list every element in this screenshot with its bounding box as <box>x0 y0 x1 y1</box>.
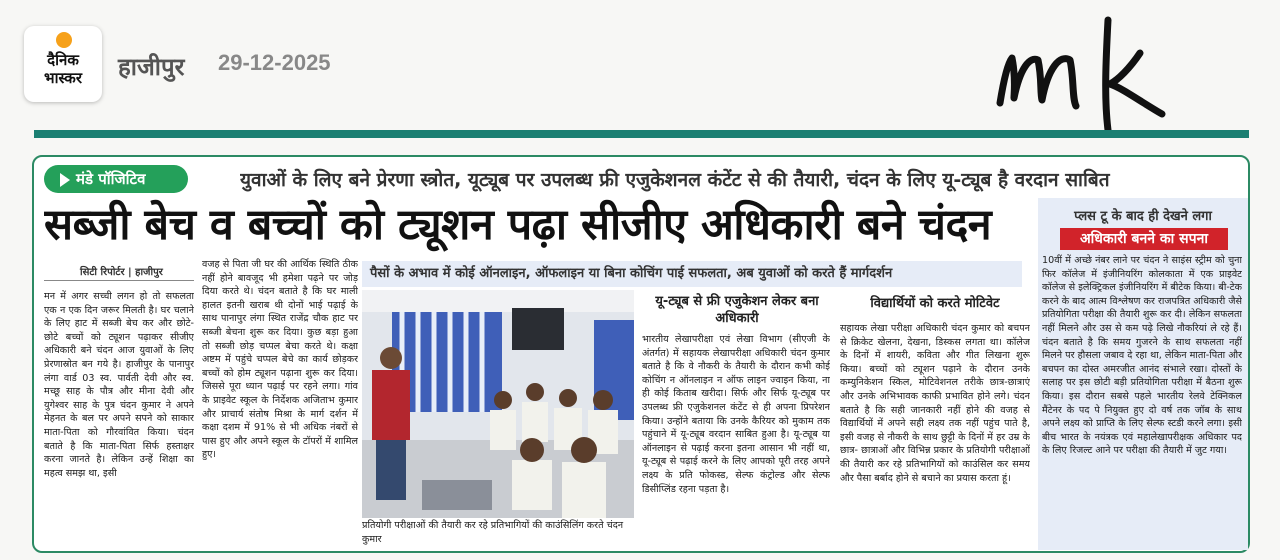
dainik-bhaskar-logo <box>24 26 102 102</box>
sidebar-title: अधिकारी बनने का सपना <box>1060 228 1228 250</box>
sun-icon <box>56 32 72 48</box>
play-triangle-icon <box>60 173 70 187</box>
monday-positive-badge <box>44 165 188 193</box>
article-kicker: युवाओं के लिए बने प्रेरणा स्त्रोत, यूट्यूब पर उपलब्ध फ्री एजुकेशनल कंटेंट से की तैयारी, चंदन के लिए यू-ट्यूब है वरदान साबित <box>240 169 1110 191</box>
top-divider-bar <box>34 130 1249 138</box>
sidebar-kicker: प्लस टू के बाद ही देखने लगा <box>1074 209 1212 224</box>
article-subheadline: पैसों के अभाव में कोई ऑनलाइन, ऑफलाइन या बिना कोचिंग पाई सफलता, अब युवाओं को करते हैं मार्गदर्शन <box>362 261 1022 287</box>
article-column-4: सहायक लेखा परीक्षा अधिकारी चंदन कुमार को बचपन से क्रिकेट खेलना, देखना, डिस्कस लगता था। कॉलेज के दिनों में शायरी, कविता और गीत लिखना शुरू किया। बच्चों को ट्यूशन पढ़ाने के दौरान उनके कम्युनिकेशन स्किल, मोटिवेशनल तरीके छात्र-छात्राएं और उनके अभिभावक काफी प्रभावित होने लगे। चंदन बताते है कि सही जानकारी नहीं होने की वजह से विद्यार्थियों में अपने सही लक्ष्य तक नहीं पहुंच पाते है, इसी वजह से नौकरी के साथ छुट्टी के दिनों में हर उम्र के छात्र- छात्राओं और विभिन्न प्रकार के प्रतियोगी परीक्षाओं की तैयारी कर रहे प्रतिभागियों को काउंसिल कर समय और पैसा बर्बाद होने से बचाने का प्रयास करता हूं। <box>840 323 1030 484</box>
edition-city: हाजीपुर <box>118 53 185 81</box>
article-column-2: वजह से पिता जी घर की आर्थिक स्थिति ठीक नहीं होने बावजूद भी हमेशा पढ़ने पर जोड़ दिया करते थे। चंदन बताते है कि घर माली हालत इतनी खराब थी दोनों भाई पढ़ाई के साथ पानापुर लंगा स्थित राजेंद्र चौक हाट पर सब्जी बेचना शुरू कर दिया। कुछ बड़ा हुआ तो सब्जी छोड़ चप्पल बेचा करते थे। कक्षा अष्टम में पहुंचे चप्पल बेचे का कार्य छोड़कर बच्चों को होम ट्यूशन पढ़ाना शुरू कर दिया। जिससे पूरा ध्यान पढ़ाई पर रहने लगा। गांव के प्राइवेट स्कूल के निर्देशक अजिताभ कुमार और प्राचार्य संतोष मिश्रा के मार्ग दर्शन में कक्षा दशम में 91% से भी अधिक नंबरों से पास हुए और अपने स्कूल के टॉपरों में शामिल हुए। <box>202 259 358 461</box>
logo-line-1: दैनिक <box>47 51 79 69</box>
classroom-photo <box>362 290 634 518</box>
article-column-1: मन में अगर सच्ची लगन हो तो सफलता एक न एक दिन जरूर मिलती है। घर चलाने के लिए हाट में सब्जी बेच कर और छोटे-छोटे बच्चों को ट्यूशन पढ़ाकर सीजीए अधिकारी बने चंदन आज युवाओं के लिए प्रेरणास्रोत बन गये है। हाजीपुर के पानापुर लंगा वार्ड 03 स्व. पार्वती देवी और स्व. मच्छू साह के पौत्र और मीना देवी और युगेश्वर साह के पुत्र चंदन कुमार ने अपने मेहनत के बल पर अपने सपने को साकार माता-पिता को गौरवांवित किया। चंदन बताते है कि माता-पिता सिर्फ हस्ताक्षर करना जानते है। लेकिन उन्हें शिक्षा का महत्व समझ था, इसी <box>44 291 194 479</box>
logo-line-2: भास्कर <box>44 69 82 87</box>
article-column-3: भारतीय लेखापरीक्षा एवं लेखा विभाग (सीएजी के अंतर्गत) में सहायक लेखापरीक्षा अधिकारी चंदन कुमार बताते है कि वे नौकरी के तैयारी के दौरान कभी कोई कोचिंग न ऑनलाइन न ऑफ लाइन ज्वाइन किया, ना ही कोई किताब खरीदा। सिर्फ और सिर्फ यू-ट्यूब पर उपलब्ध फ्री एजुकेशनल कंटेंट से ही अपना प्रिपरेशन किया। उन्होंने बताया कि उनके कैरियर को मुकाम तक पहुंचाने में यू-ट्यूब वरदान साबित हुआ है। यू-ट्यूब या ऑनलाइन से पढ़ाई करना इतना आसान भी नहीं था, यू-ट्यूब से पढ़ाई करने के लिए आपको पूरी तरह अपने लक्ष्य के प्रति फोकस्ड, सेल्फ कंट्रोल्ड और सेल्फ डिसीप्लिंड रहना पड़ता है। <box>642 334 830 495</box>
byline-divider <box>44 280 194 281</box>
column-4-heading: विद्यार्थियों को करते मोटिवेट <box>870 296 1000 311</box>
sidebar-column: 10वीं में अच्छे नंबर लाने पर चंदन ने साइंस स्ट्रीम को चुना फिर कॉलेज में इंजीनियरिंग कोलकाता में एक प्राइवेट कॉलेज से इलेक्ट्रिकल इंजीनियरिंग में बीटेक किया। बी-टेक करने के बाद आत्म विश्लेषण कर राजपत्रित अधिकारी जैसे प्रतियोगिता परीक्षा की तैयारी शुरू कर दी। लेकिन सफलता नहीं मिलने और उस से कम पढ़े लिखे नौकरियां ले रहे हैं। चंदन बताते है कि समय गुजरने के साथ सफलता नहीं मिलने पर हौसला जबाव दे रहा था, लेकिन माता-पिता और बचपन का दोस्त अमरजीत आनंद संभाले रखा। दोस्तों के सलाह पर इस छोटी बड़ी प्रतियोगिता परीक्षा में बैठना शुरू किया। इस दौरान सबसे पहले भारतीय रेलवे टेक्निकल मैंटेनर के पद पे नियुक्त हुए दो वर्ष तक जॉब के साथ अपने लक्ष्य को प्राप्ति के लिए सेल्फ स्टडी करने लगा। इसी बीच भारत के नयंत्रक एवं महालेखापरीक्षक अधिकार पद के लिए रिजल्ट आने पर परीक्षा की तैयारी में जुट गया। <box>1042 255 1242 457</box>
article-byline: सिटी रिपोर्टर | हाजीपुर <box>80 267 163 278</box>
photo-caption: प्रतियोगी परीक्षाओं की तैयारी कर रहे प्रतिभागियों की काउंसिलिंग करते चंदन कुमार <box>362 520 624 545</box>
edition-date: 29-12-2025 <box>218 50 331 75</box>
badge-label: मंडे पॉजिटिव <box>76 170 146 188</box>
article-headline: सब्जी बेच व बच्चों को ट्यूशन पढ़ा सीजीए अधिकारी बने चंदन <box>44 200 992 250</box>
column-3-heading: यू-ट्यूब से फ्री एजुकेशन लेकर बना अधिकारी <box>655 294 819 326</box>
handwritten-signature <box>990 8 1260 138</box>
